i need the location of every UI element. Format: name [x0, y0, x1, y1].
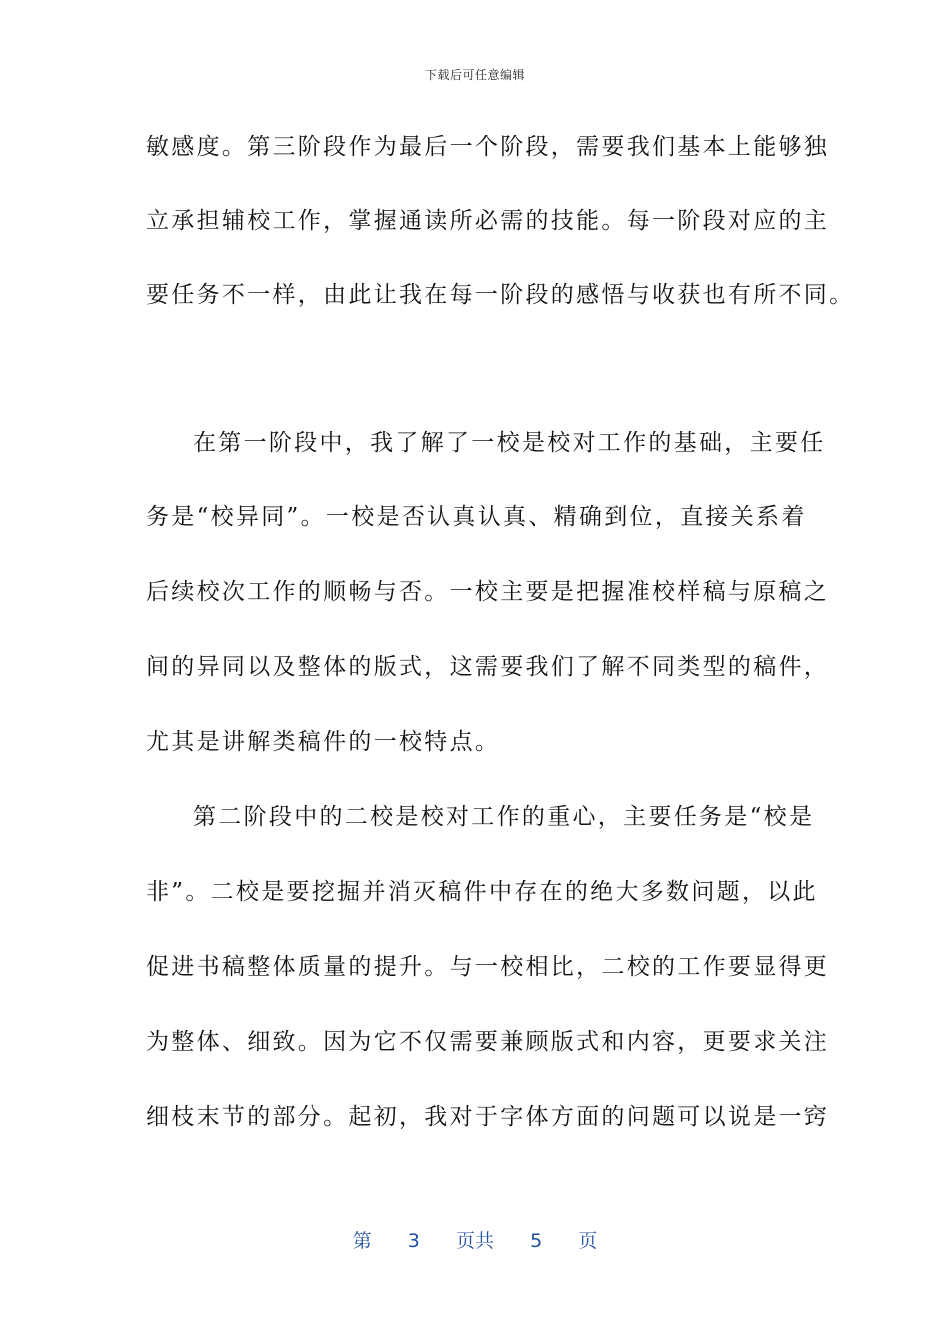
- paragraph-2-line-3: 后续校次工作的顺畅与否。一校主要是把握准校样稿与原稿之: [146, 579, 830, 605]
- page-footer: [0, 1226, 950, 1253]
- paragraph-2-line-4: 间的异同以及整体的版式，这需要我们了解不同类型的稿件，: [146, 654, 830, 680]
- paragraph-3-line-1: 第二阶段中的二校是校对工作的重心，主要任务是“校是: [193, 804, 815, 830]
- paragraph-3-line-2: 非”。二校是要挖掘并消灭稿件中存在的绝大多数问题，以此: [146, 879, 818, 905]
- total-page-count: 5: [530, 1230, 543, 1252]
- paragraph-1-line-2: 立承担辅校工作，掌握通读所必需的技能。每一阶段对应的主: [146, 208, 830, 234]
- page-header: 下载后可任意编辑: [424, 68, 525, 82]
- paragraph-3-line-4: 为整体、细致。因为它不仅需要兼顾版式和内容，更要求关注: [146, 1029, 830, 1055]
- paragraph-2-line-5: 尤其是讲解类稿件的一校特点。: [146, 729, 501, 755]
- footer-suffix: 页: [578, 1230, 598, 1252]
- current-page-number: 3: [407, 1230, 420, 1252]
- footer-prefix: 第: [352, 1230, 372, 1252]
- footer-middle: 页共: [455, 1230, 494, 1252]
- paragraph-3-line-3: 促进书稿整体质量的提升。与一校相比，二校的工作要显得更: [146, 954, 830, 980]
- paragraph-3-line-5: 细枝末节的部分。起初，我对于字体方面的问题可以说是一窍: [146, 1104, 830, 1130]
- paragraph-2-line-2: 务是“校异同”。一校是否认真认真、精确到位，直接关系着: [146, 504, 807, 530]
- paragraph-2-line-1: 在第一阶段中，我了解了一校是校对工作的基础，主要任: [193, 430, 826, 456]
- paragraph-1-line-3: 要任务不一样，由此让我在每一阶段的感悟与收获也有所不同。: [146, 282, 855, 308]
- paragraph-1-line-1: 敏感度。第三阶段作为最后一个阶段，需要我们基本上能够独: [146, 134, 830, 160]
